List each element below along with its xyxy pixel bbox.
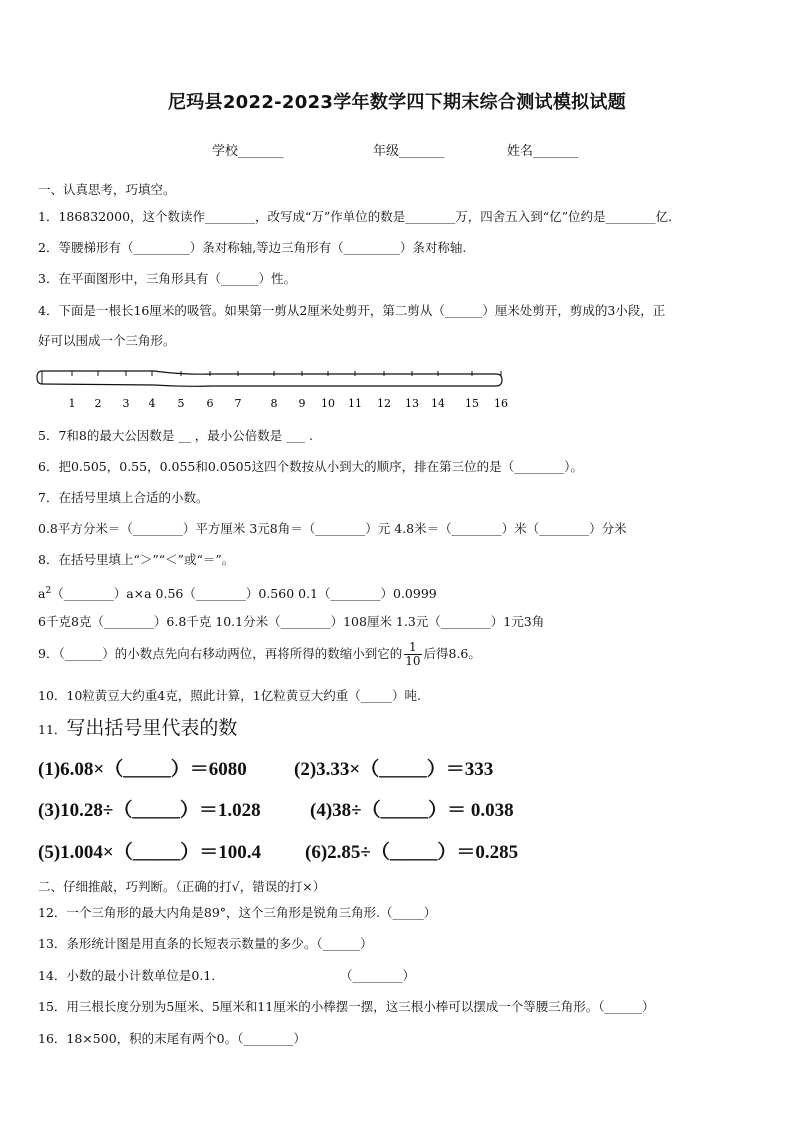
grade-field[interactable]: 年级_______ (373, 144, 445, 159)
section-2-heading: 二、仔细推敲，巧判断。（正确的打√，错误的打×） (38, 879, 326, 894)
ruler-tick-labels (69, 371, 509, 410)
school-field[interactable]: 学校_______ (212, 144, 284, 159)
question-6: 6．把0.505，0.55，0.055和0.0505这四个数按从小到大的顺序，排在第三位的是（________）。 (38, 459, 583, 474)
ruler-tick-label: 15 (465, 397, 479, 410)
q11-item-5: (5)1.004×（_____）＝100.4 (38, 842, 261, 863)
ruler-tick-label: 5 (177, 397, 185, 410)
question-7-items: 0.8平方分米＝（________）平方厘米 3元8角＝（________）元 4.8米＝（________）米（________）分米 (38, 521, 627, 536)
q8-a-base: a (38, 586, 46, 602)
q9-text-start: 9．（______）的小数点先向右移动两位，再将所得的数缩小到它的 (38, 646, 403, 661)
question-12: 12．一个三角形的最大内角是89°，这个三角形是锐角三角形.（_____） (38, 905, 437, 920)
ruler-tick-label: 12 (377, 397, 391, 410)
ruler-tick-label: 14 (431, 397, 445, 410)
ruler-tick-label: 16 (494, 397, 508, 410)
q8-row-1-rest: （________）a×a 0.56（________）0.560 0.1（________）0.0999 (51, 586, 437, 602)
ruler-tick-label: 3 (122, 397, 130, 410)
question-15: 15．用三根长度分别为5厘米、5厘米和11厘米的小棒摆一摆，这三根小棒可以摆成一个等腰三角形。（______） (38, 999, 655, 1014)
question-1: 1．186832000，这个数读作________，改写成“万”作单位的数是________万，四舍五入到“亿”位约是________亿． (38, 209, 681, 224)
q9-fraction (404, 641, 421, 668)
q8-a-exponent: 2 (45, 586, 52, 596)
ruler-tick-label: 8 (270, 397, 278, 410)
straw-ruler-figure (34, 364, 514, 410)
name-field[interactable]: 姓名_______ (507, 144, 579, 159)
question-8: 8．在括号里填上“＞”“＜”或“＝”。 (38, 552, 235, 567)
ruler-tick-label: 2 (94, 397, 102, 410)
ruler-tick-label: 1 (68, 397, 76, 410)
question-9 (38, 641, 481, 668)
ruler-tick-label: 13 (405, 397, 419, 410)
question-10: 10．10粒黄豆大约重4克，照此计算，1亿粒黄豆大约重（_____）吨. (38, 688, 421, 703)
ruler-tick-label: 9 (298, 397, 306, 410)
question-7: 7．在括号里填上合适的小数。 (38, 490, 209, 505)
question-8-row-2: 6千克8克（________）6.8千克 10.1分米（________）108厘米 1.3元（________）1元3角 (38, 614, 545, 629)
q11-item-3: (3)10.28÷（_____）＝1.028 (38, 800, 261, 821)
q11-title: 写出括号里代表的数 (66, 717, 238, 739)
question-4-line-1: 4．下面是一根长16厘米的吸管。如果第一剪从2厘米处剪开，第二剪从（______）厘米处剪开，剪成的3小段，正 (38, 303, 666, 318)
page-title: 尼玛县2022-2023学年数学四下期末综合测试模拟试题 (167, 92, 627, 113)
question-2: 2．等腰梯形有（_________）条对称轴,等边三角形有（_________）条对称轴. (38, 240, 467, 255)
q11-item-2: (2)3.33×（_____）＝333 (294, 759, 494, 780)
straw-outline (37, 371, 502, 386)
question-5: 5．7和8的最大公因数是 __ ，最小公倍数是 ___ . (38, 428, 313, 443)
ruler-tick-label: 4 (148, 397, 156, 410)
q11-item-6: (6)2.85÷（_____）＝0.285 (305, 842, 519, 863)
question-13: 13．条形统计图是用直条的长短表示数量的多少。（______） (38, 936, 373, 951)
q9-text-end: 后得8.6。 (423, 646, 481, 661)
q11-item-1: (1)6.08×（_____）＝6080 (38, 759, 247, 780)
question-14: 14．小数的最小计数单位是0.1. (38, 968, 216, 983)
question-16: 16．18×500，积的末尾有两个0。（________） (38, 1031, 306, 1046)
ruler-tick-label: 11 (348, 397, 362, 410)
q9-denominator: 10 (405, 654, 421, 668)
question-3: 3．在平面图形中，三角形具有（______）性。 (38, 271, 296, 286)
q11-item-4: (4)38÷（_____）＝ 0.038 (310, 800, 514, 821)
q9-numerator: 1 (404, 641, 421, 655)
question-8-row-1 (38, 583, 437, 602)
ruler-tick-label: 6 (206, 397, 214, 410)
ruler-tick-label: 10 (321, 397, 335, 410)
question-14-answer: （________） (340, 968, 416, 983)
section-1-heading: 一、认真思考，巧填空。 (38, 182, 176, 197)
ruler-tick-label: 7 (234, 397, 242, 410)
q11-number: 11． (38, 722, 67, 737)
question-11-heading (38, 717, 238, 739)
question-4-line-2: 好可以围成一个三角形。 (38, 333, 176, 348)
